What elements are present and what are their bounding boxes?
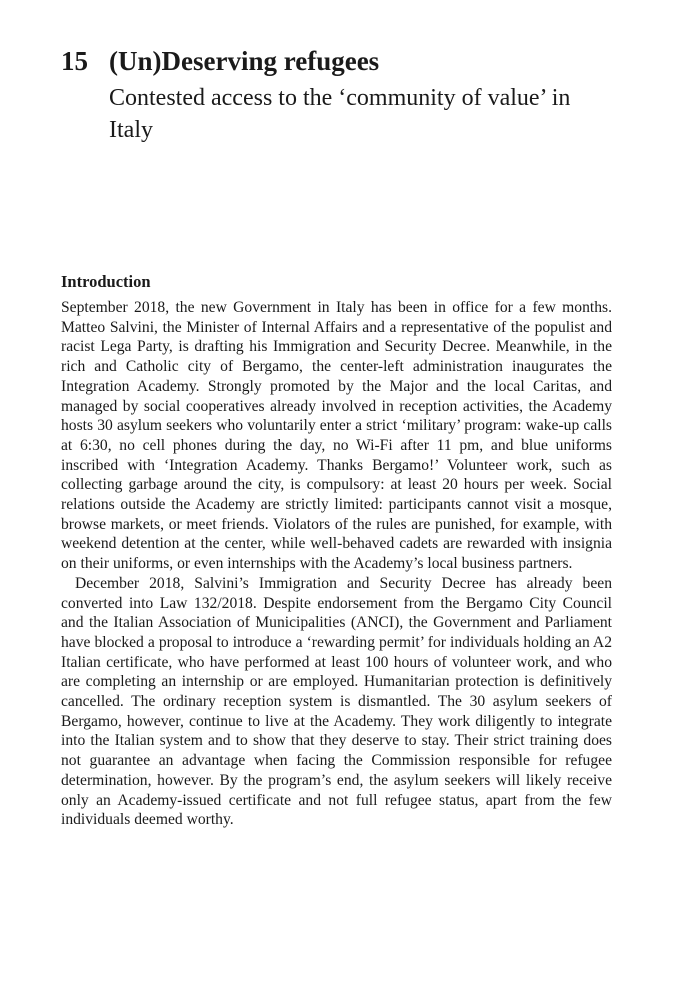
chapter-header <box>61 44 621 146</box>
body-paragraph-1: September 2018, the new Government in Italy has been in office for a few months. Matteo Salvini, the Minister of Internal Affairs and a representative of the populist and racist Lega Party, is drafting his Immigration and Security Decree. Meanwhile, in the rich and Catholic city of Bergamo, the center-left administration inaugurates the Integration Academy. Strongly promoted by the Major and the local Caritas, and managed by social cooperatives already involved in reception activities, the Academy hosts 30 asylum seekers who voluntarily enter a strict ‘military’ program: wake-up calls at 6:30, no cell phones during the day, no Wi-Fi after 11 pm, and blue uniforms inscribed with ‘Integration Academy. Thanks Bergamo!’ Volunteer work, such as collecting garbage around the city, is compulsory: at least 20 hours per week. Social relations outside the Academy are strictly limited: participants cannot visit a mosque, browse markets, or meet friends. Violators of the rules are punished, for example, with weekend detention at the center, while well-behaved cadets are rewarded with insignia on their uniforms, or even internships with the Academy’s local business partners. <box>61 299 612 573</box>
section-heading: Introduction <box>61 272 151 291</box>
body-paragraph-2: December 2018, Salvini’s Immigration and Security Decree has already been converted into Law 132/2018. Despite endorsement from the Bergamo City Council and the Italian Association of Municipalities (ANCI), the Government and Parliament have blocked a proposal to introduce a ‘rewarding permit’ for individuals holding an A2 Italian certificate, who have performed at least 100 hours of volunteer work, and who are completing an internship or are employed. Humanitarian protection is definitively cancelled. The ordinary reception system is dismantled. The 30 asylum seekers of Bergamo, however, continue to live at the Academy. They work diligently to integrate into the Italian system and to show that they deserve to stay. Their strict training does not guarantee an advantage when facing the Commission responsible for refugee determination, however. By the program’s end, the asylum seekers will likely receive only an Academy-issued certificate and not full refugee status, apart from the few individuals deemed worthy. <box>61 574 612 829</box>
chapter-title-row <box>61 44 621 78</box>
introduction-section <box>61 270 612 830</box>
chapter-title: (Un)Deserving refugees <box>109 46 380 76</box>
chapter-number: 15 <box>61 46 88 76</box>
chapter-subtitle: Contested access to the ‘community of value’ in Italy <box>109 85 571 143</box>
